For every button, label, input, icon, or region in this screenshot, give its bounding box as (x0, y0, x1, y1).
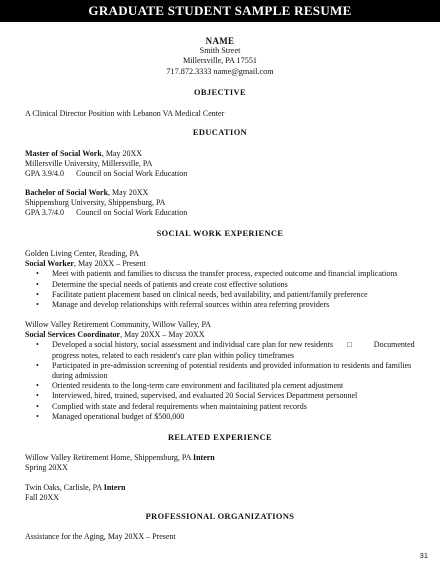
related-date: Fall 20XX (25, 493, 59, 503)
gpa: GPA 3.7/4.0 (25, 208, 65, 218)
degree-title: Bachelor of Social Work (25, 188, 109, 197)
objective-header: OBJECTIVE (193, 88, 246, 97)
organizations-text: Assistance for the Aging, May 20XX – Present (25, 532, 176, 541)
accreditation: Council on Social Work Education (76, 169, 188, 179)
job-entry (25, 249, 420, 310)
related-date: Spring 20XX (25, 463, 68, 473)
degree-date: , May 20XX (108, 188, 149, 197)
school-name: Millersville University, Millersville, PA (25, 159, 153, 169)
related-org: Twin Oaks, Carlisle, PA (25, 483, 102, 492)
related-org: Willow Valley Retirement Home, Shippensburg, PA (25, 453, 191, 462)
job-dates: , May 20XX – May 20XX (120, 330, 205, 340)
experience-header: SOCIAL WORK EXPERIENCE (156, 229, 284, 238)
education-entry (25, 188, 420, 219)
school-name: Shippensburg University, Shippensburg, PA (25, 198, 166, 208)
objective-text: A Clinical Director Position with Lebanon VA Medical Center (25, 109, 225, 118)
related-role: Intern (103, 483, 126, 492)
degree-date: , May 20XX (101, 149, 143, 158)
list-item: • Facilitate patient placement based on clinical needs, bed availability, and patient/family preference (25, 290, 420, 300)
gpa: GPA 3.9/4.0 (25, 169, 65, 179)
job-org: Willow Valley Retirement Community, Willow Valley, PA (25, 320, 212, 329)
contact-block (0, 36, 440, 77)
related-entry (25, 483, 420, 503)
related-header: RELATED EXPERIENCE (167, 433, 273, 442)
job-title: Social Services Coordinator (25, 330, 121, 340)
organizations-header: PROFESSIONAL ORGANIZATIONS (145, 512, 295, 521)
job-dates: , May 20XX – Present (73, 259, 146, 269)
list-item: • Complied with state and federal requirements when maintaining patient records (25, 402, 420, 412)
list-item: • Oriented residents to the long-term care environment and facilitated pla cement adjustment (25, 381, 420, 391)
resume-name: NAME (205, 36, 235, 46)
contact-street: Smith Street (199, 46, 241, 56)
list-item: • Participated in pre-admission screening of potential residents and provided information to residents and families during admission (25, 361, 420, 381)
contact-city: Millersville, PA 17551 (182, 56, 258, 66)
related-role: Intern (192, 453, 215, 462)
education-entry (25, 149, 420, 180)
list-item: • Manage and develop relationships with referral sources within area referring providers (25, 300, 420, 310)
list-item: • Managed operational budget of $500,000 (25, 412, 420, 422)
list-item: • Interviewed, hired, trained, supervised, and evaluated 20 Social Services Department personnel (25, 391, 420, 401)
list-item: • Determine the special needs of patients and create cost effective solutions (25, 280, 420, 290)
job-title: Social Worker (25, 259, 74, 269)
page-title: GRADUATE STUDENT SAMPLE RESUME (0, 0, 440, 22)
page-number: 31 (419, 551, 428, 560)
job-org: Golden Living Center, Reading, PA (25, 249, 140, 258)
contact-phone-email: 717.872.3333 name@gmail.com (166, 66, 274, 76)
education-header: EDUCATION (192, 128, 248, 137)
degree-title: Master of Social Work (25, 149, 102, 158)
placeholder-box-icon: □ (346, 340, 352, 350)
list-item: • Developed a social history, social assessment and individual care plan for new residents □ Documented progress notes, related to each resident's care plan within policy timeframes (25, 340, 420, 360)
related-entry (25, 453, 420, 473)
job-entry (25, 320, 420, 422)
list-item: • Meet with patients and families to discuss the transfer process, expected outcome and financial implications (25, 269, 420, 279)
accreditation: Council on Social Work Education (76, 208, 188, 218)
